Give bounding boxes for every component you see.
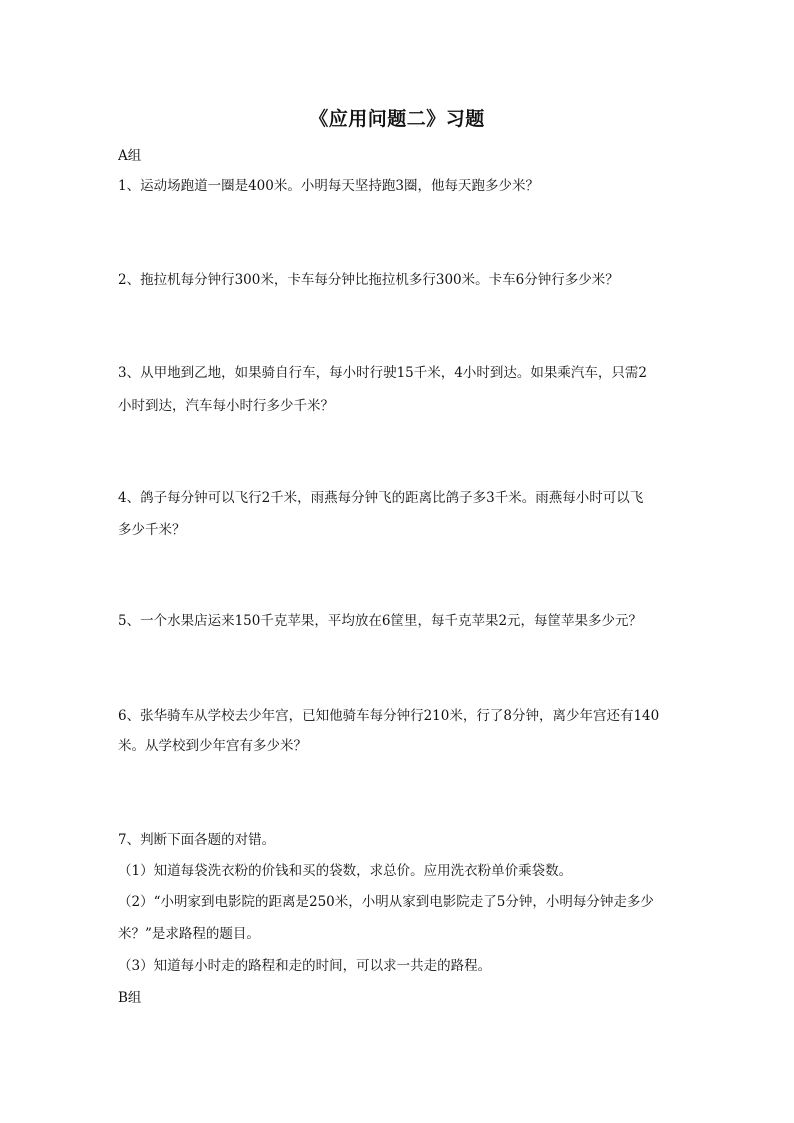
question-1: 1、运动场跑道一圈是400米。小明每天坚持跑3圈，他每天跑多少米？ [118, 178, 539, 194]
page-title: 《应用问题二》习题 [309, 108, 485, 130]
question-4-line-2: 多少千米？ [118, 522, 186, 538]
question-2: 2、拖拉机每分钟行300米，卡车每分钟比拖拉机多行300米。卡车6分钟行多少米？ [118, 272, 619, 288]
question-4-line-1: 4、鸽子每分钟可以飞行2千米，雨燕每分钟飞的距离比鸽子多3千米。雨燕每小时可以飞 [118, 490, 644, 506]
question-3-line-2: 小时到达，汽车每小时行多少千米？ [118, 398, 334, 414]
question-5: 5、一个水果店运来150千克苹果，平均放在6筐里，每千克苹果2元，每筐苹果多少元？ [118, 613, 643, 629]
question-7-item-1: （1）知道每袋洗衣粉的价钱和买的袋数，求总价。应用洗衣粉单价乘袋数。 [118, 863, 573, 879]
group-b-heading: B组 [118, 990, 142, 1006]
question-7: 7、判断下面各题的对错。 [118, 832, 276, 848]
group-a-heading: A组 [118, 148, 142, 164]
question-6-line-1: 6、张华骑车从学校去少年宫，已知他骑车每分钟行210米，行了8分钟，离少年宫还有140 [118, 708, 660, 724]
question-7-item-2-line-2: 米？”是求路程的题目。 [118, 926, 260, 942]
question-3-line-1: 3、从甲地到乙地，如果骑自行车，每小时行驶15千米，4小时到达。如果乘汽车，只需2 [118, 365, 647, 381]
question-6-line-2: 米。从学校到少年宫有多少米？ [118, 738, 307, 754]
question-7-item-3: （3）知道每小时走的路程和走的时间，可以求一共走的路程。 [118, 958, 492, 974]
question-7-item-2-line-1: （2）“小明家到电影院的距离是250米，小明从家到电影院走了5分钟，小明每分钟走多少 [118, 894, 654, 910]
